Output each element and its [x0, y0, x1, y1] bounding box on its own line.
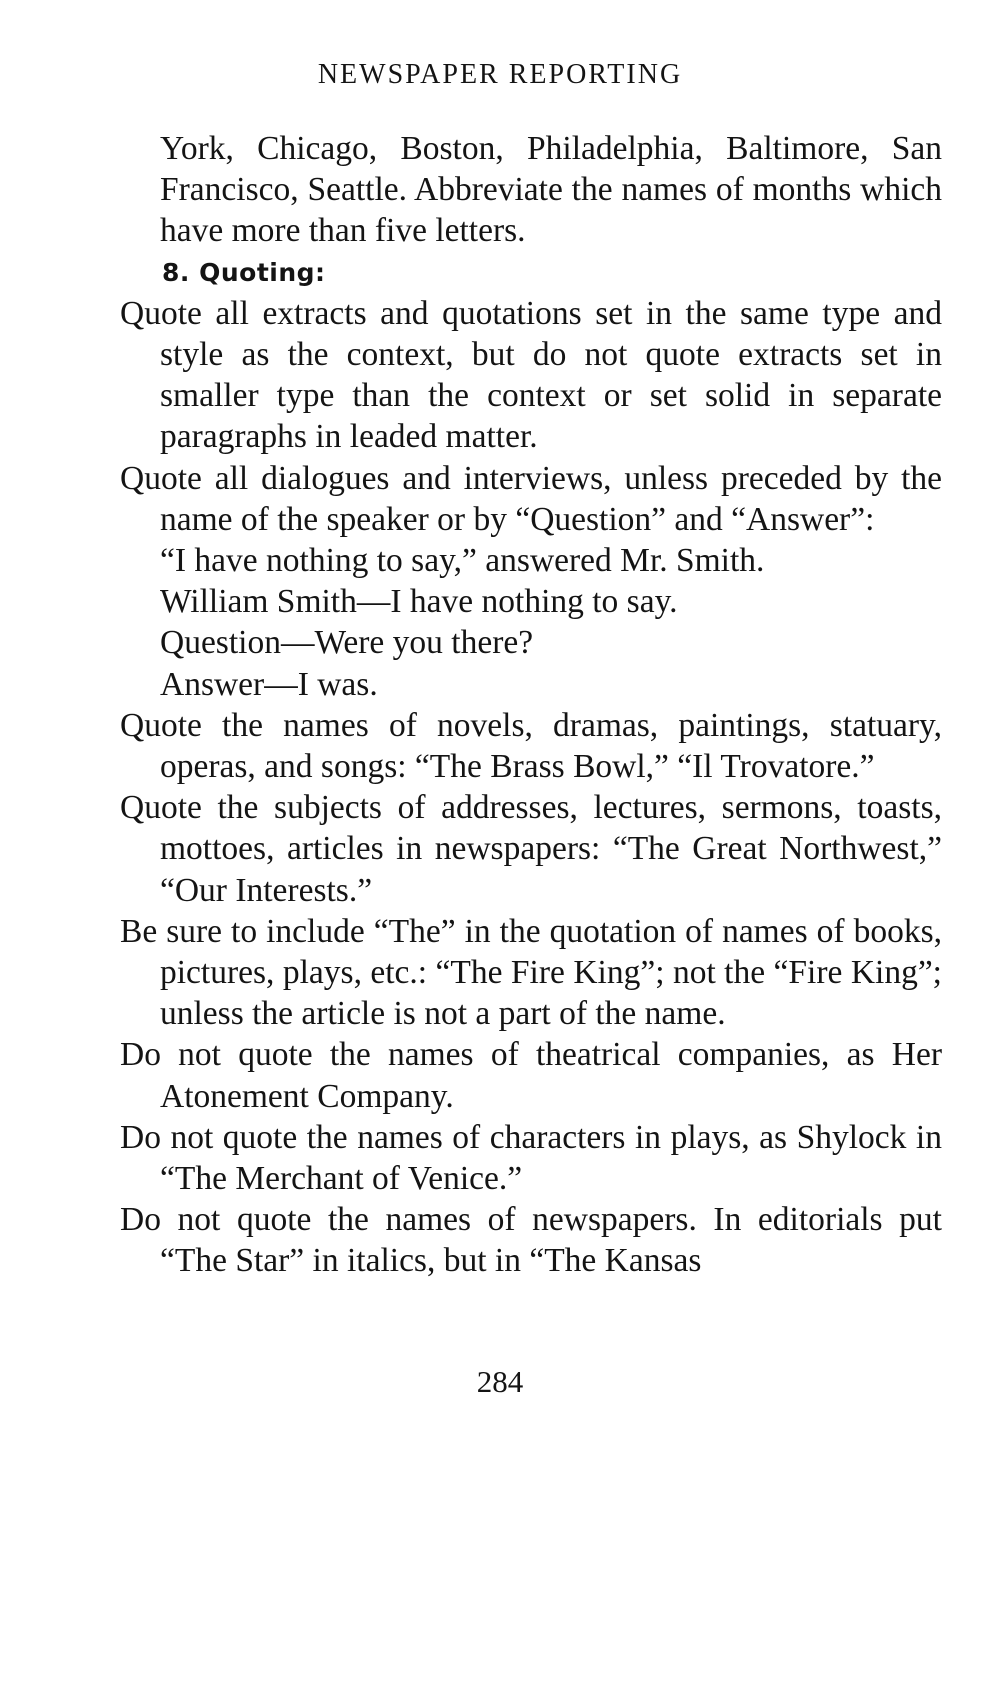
section-heading-quoting: 8. Quoting: [162, 257, 326, 287]
example-line: Answer—I was. [160, 665, 378, 703]
rule-quote-dialogues: Quote all dialogues and interviews, unless preceded by the name of the speaker or by “Question” and “Answer”: [120, 459, 942, 538]
running-head: NEWSPAPER REPORTING [317, 59, 683, 90]
rule-theatrical-companies: Do not quote the names of theatrical companies, as Her Atonement Company. [120, 1036, 942, 1115]
rule-newspapers: Do not quote the names of newspapers. In editorials put “The Star” in italics, but in “The Kansas [120, 1201, 942, 1280]
page-number: 284 [476, 1364, 524, 1399]
example-line: “I have nothing to say,” answered Mr. Smith. [160, 542, 765, 580]
example-line: William Smith—I have nothing to say. [160, 583, 678, 621]
example-line: Question—Were you there? [160, 624, 534, 662]
continued-paragraph: York, Chicago, Boston, Philadelphia, Baltimore, San Francisco, Seattle. Abbreviate the names of months which have more than five letters. [160, 130, 942, 250]
rule-include-the: Be sure to include “The” in the quotation of names of books, pictures, plays, etc.: “The Fire King”; not the “Fire King”; unless the article is not a part of the name. [120, 912, 942, 1033]
rule-characters: Do not quote the names of characters in plays, as Shylock in “The Merchant of Venice.” [120, 1118, 942, 1198]
rule-quote-extracts: Quote all extracts and quotations set in the same type and style as the context, but do not quote extracts set in smaller type than the context or set solid in separate paragraphs in leaded matter. [120, 294, 942, 456]
rule-quote-titles: Quote the names of novels, dramas, paintings, statuary, operas, and songs: “The Brass Bowl,” “Il Trovatore.” [120, 706, 942, 786]
rule-quote-subjects: Quote the subjects of addresses, lectures, sermons, toasts, mottoes, articles in newspapers: “The Great Northwest,” “Our Interests.” [120, 789, 942, 909]
body-text [120, 128, 942, 1282]
